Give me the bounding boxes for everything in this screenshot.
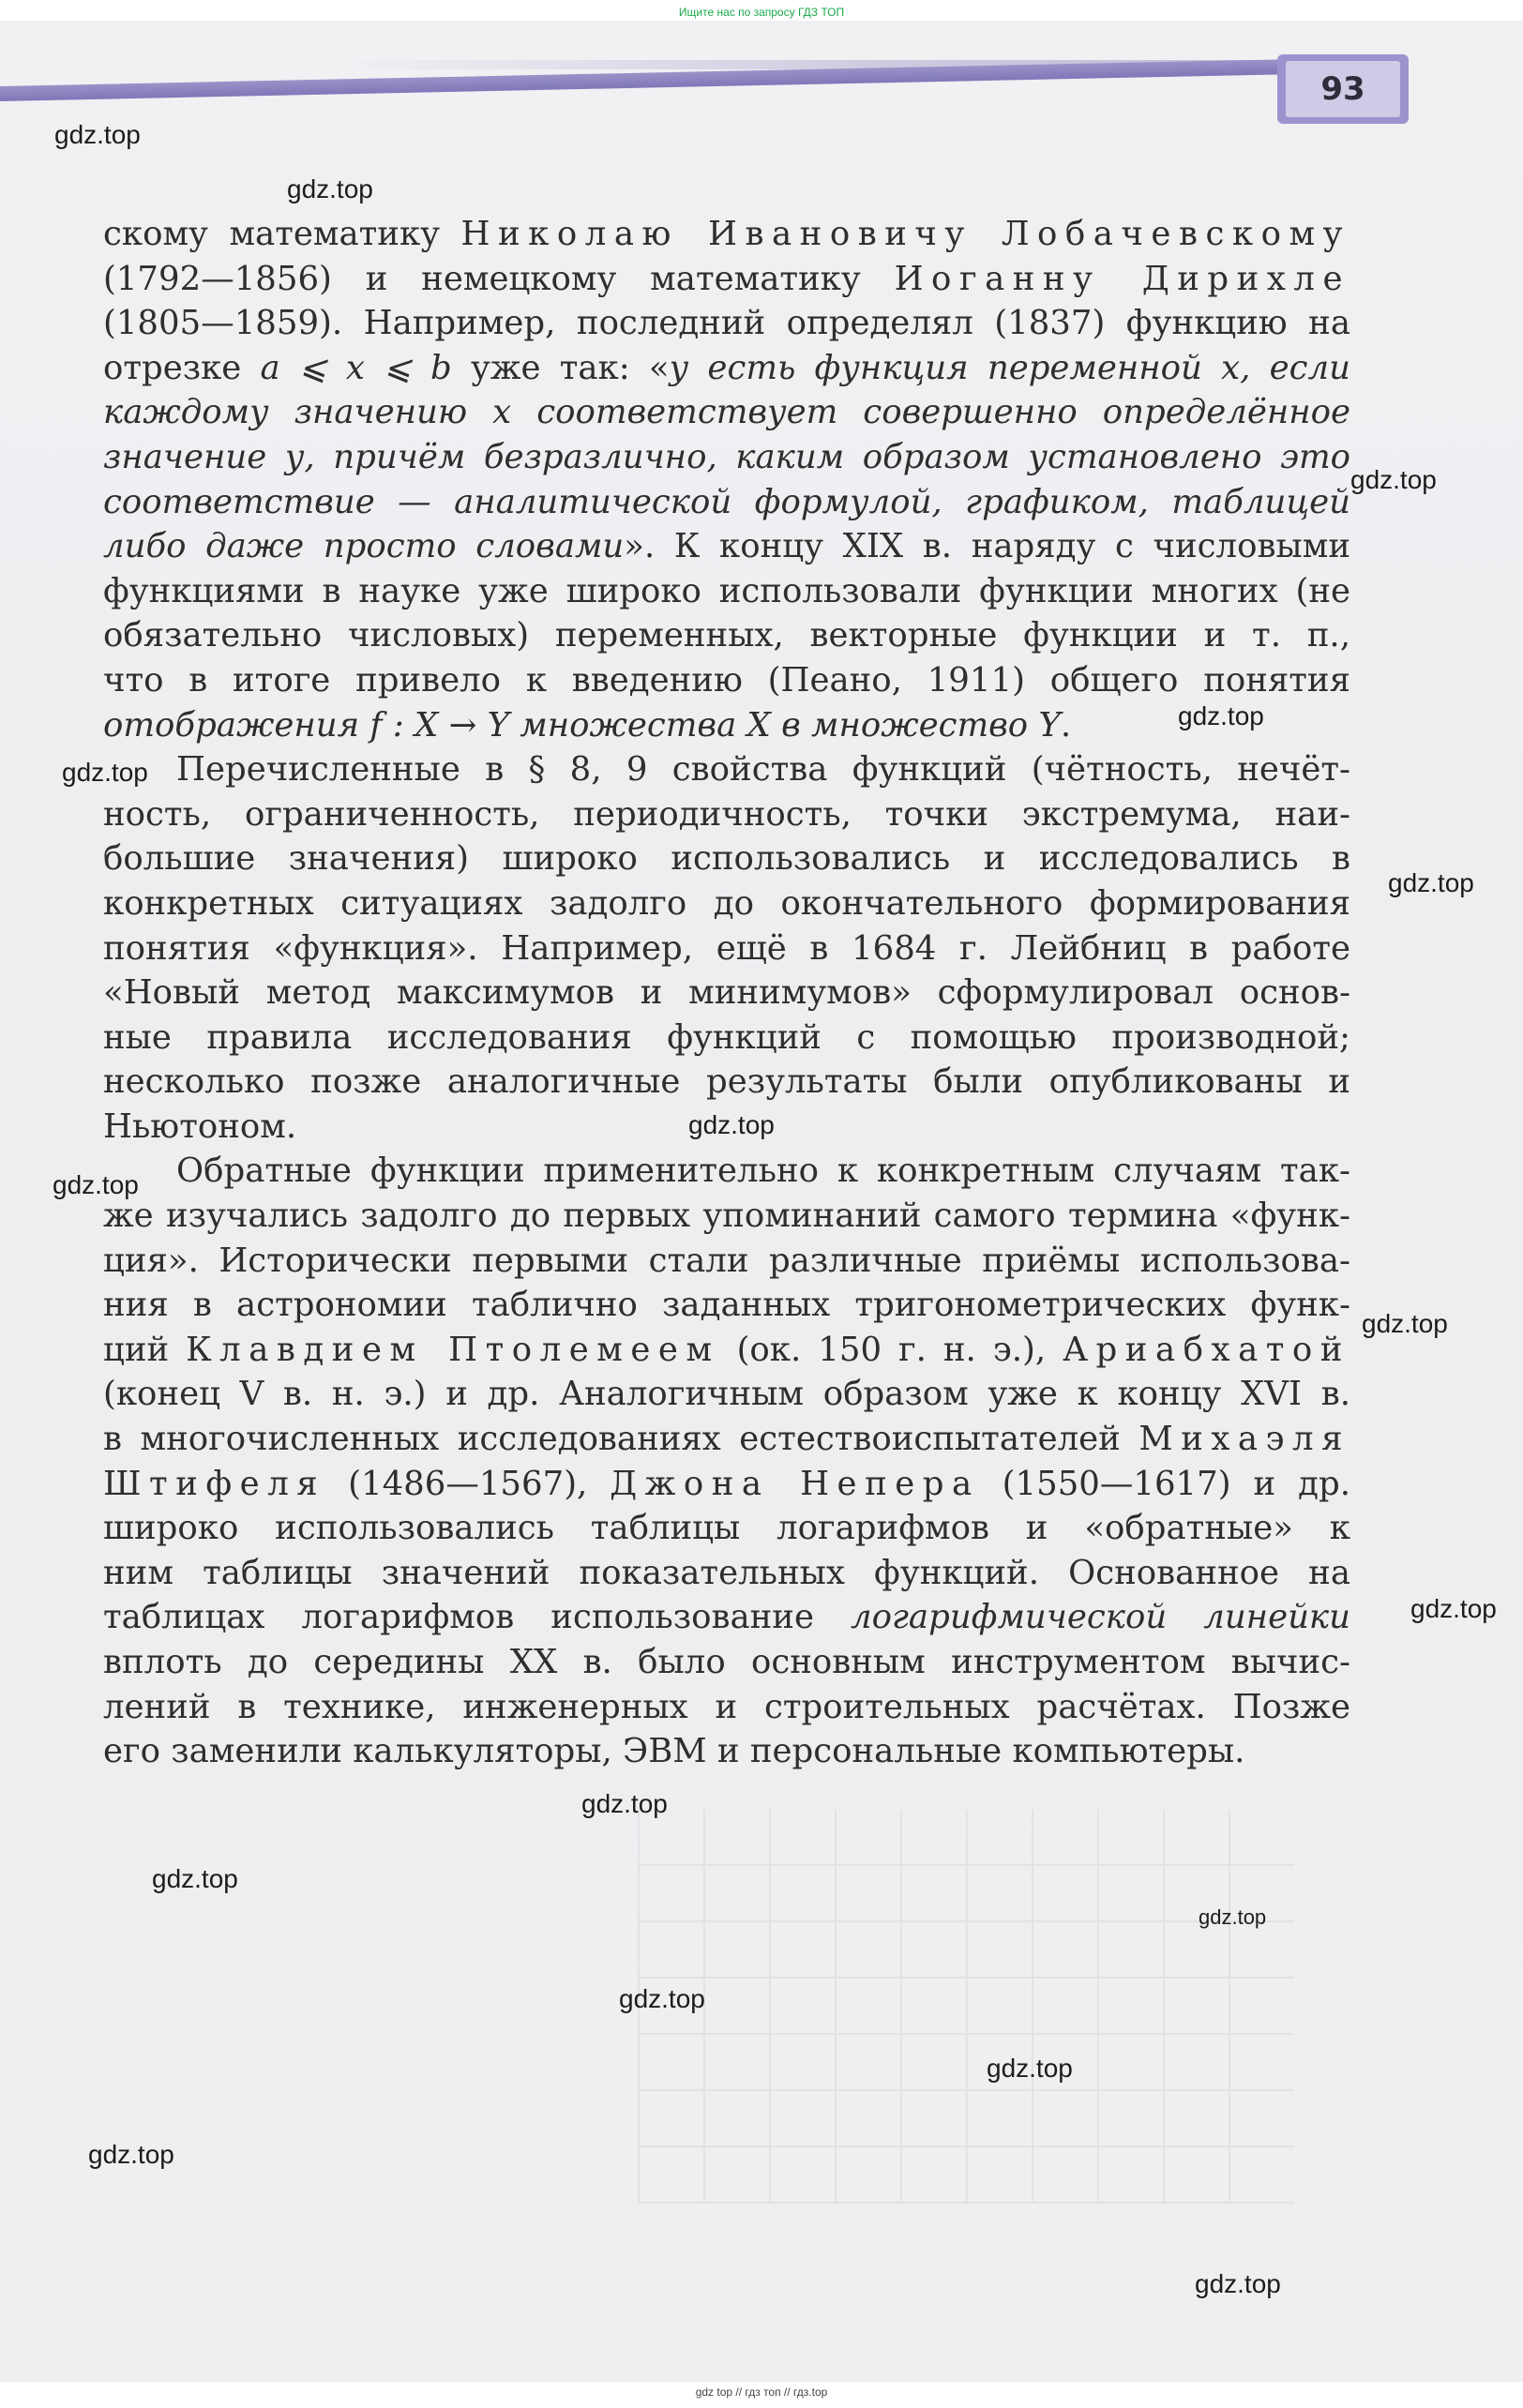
- text-run: логарифмической линейки: [851, 1598, 1350, 1637]
- watermark: gdz.top: [1195, 2269, 1281, 2298]
- watermark: gdz.top: [1362, 1309, 1448, 1338]
- body-text: [103, 212, 1350, 1774]
- watermark: gdz.top: [1199, 1905, 1267, 1929]
- text-run: Ньютоном.: [103, 1106, 297, 1146]
- paragraph-3: [103, 1149, 1350, 1773]
- watermark: gdz.top: [581, 1789, 668, 1818]
- text-line: [103, 1239, 1350, 1284]
- text-line: [103, 1149, 1350, 1194]
- text-run: значение у, причём безразлично, каким образом установлено это: [103, 437, 1350, 476]
- text-run: Штифеля: [103, 1464, 326, 1503]
- text-run: его заменили калькуляторы, ЭВМ и персональные компьютеры.: [103, 1732, 1245, 1771]
- text-run: большие значения) широко использовались и исследовались в: [103, 839, 1350, 879]
- watermark: gdz.top: [88, 2140, 174, 2169]
- text-line: [103, 301, 1350, 346]
- text-line: [103, 1194, 1350, 1239]
- text-run: (конец V в. н. э.) и др. Аналогичным образом уже к концу XVI в.: [103, 1375, 1350, 1414]
- text-line: [103, 1372, 1350, 1417]
- text-line: [103, 524, 1350, 569]
- text-run: ные правила исследования функций с помощью производной;: [103, 1017, 1350, 1057]
- text-run: Иоганну Дирихле: [894, 259, 1350, 298]
- text-line: [103, 212, 1350, 257]
- text-line: [103, 792, 1350, 837]
- text-run: (ок. 150 г. н. э.),: [719, 1330, 1063, 1369]
- text-run: ». К концу XIX в. наряду с числовыми: [624, 527, 1350, 566]
- bleed-through-figure: [638, 1810, 1294, 2204]
- text-line: [103, 390, 1350, 435]
- text-line: [103, 1640, 1350, 1685]
- text-run: же изучались задолго до первых упоминаний самого термина «функ-: [103, 1196, 1350, 1236]
- text-line: [103, 1016, 1350, 1061]
- watermark: gdz.top: [688, 1110, 775, 1139]
- watermark: gdz.top: [287, 174, 373, 203]
- text-line: [103, 1506, 1350, 1551]
- text-line: [103, 1060, 1350, 1105]
- text-run: конкретных ситуациях задолго до окончательного формирования: [103, 883, 1350, 923]
- top-banner[interactable]: Ищите нас по запросу ГДЗ ТОП: [678, 6, 845, 19]
- text-run: отображения f : X → Y множества X в множество Y: [103, 705, 1061, 745]
- text-run: таблицах логарифмов использование: [103, 1598, 852, 1637]
- text-line: [103, 1417, 1350, 1462]
- watermark: gdz.top: [62, 758, 148, 787]
- text-line: [103, 658, 1350, 703]
- text-run: ним таблицы значений показательных функций. Основанное на: [103, 1553, 1350, 1592]
- text-line: [103, 703, 1350, 748]
- text-run: a ⩽ x ⩽ b: [260, 348, 452, 387]
- text-line: [103, 569, 1350, 614]
- text-run: широко использовались таблицы логарифмов и «обратные» к: [103, 1509, 1350, 1548]
- text-run: в многочисленных исследованиях естествоиспытателей: [103, 1420, 1139, 1459]
- paragraph-1: [103, 212, 1350, 747]
- watermark: gdz.top: [1178, 701, 1264, 730]
- text-run: лений в технике, инженерных и строительных расчётах. Позже: [103, 1687, 1350, 1726]
- text-run: несколько позже аналогичные результаты были опубликованы и: [103, 1062, 1350, 1102]
- paragraph-2: [103, 747, 1350, 1149]
- text-run: (1486—1567),: [325, 1464, 611, 1503]
- text-line: [103, 1729, 1350, 1774]
- text-line: [103, 926, 1350, 971]
- watermark: gdz.top: [987, 2054, 1073, 2083]
- text-run: Клавдием Птолемеем: [186, 1330, 720, 1369]
- text-run: Михаэля: [1138, 1420, 1350, 1459]
- text-line: [103, 346, 1350, 391]
- watermark: gdz.top: [53, 1170, 139, 1199]
- text-line: [103, 747, 1350, 792]
- text-run: вплоть до середины XX в. было основным инструментом вычис-: [103, 1643, 1350, 1681]
- watermark: gdz.top: [1388, 868, 1474, 897]
- text-run: уже так: «: [451, 348, 670, 387]
- text-run: что в итоге привело к введению (Пеано, 1911) общего понятия: [103, 660, 1350, 700]
- text-run: Перечисленные в § 8, 9 свойства функций (чётность, нечёт-: [176, 750, 1350, 790]
- text-run: Ариабхатой: [1063, 1330, 1350, 1369]
- text-run: обязательно числовых) переменных, векторные функции и т. п.,: [103, 616, 1350, 655]
- text-run: (1792—1856) и немецкому математику: [103, 259, 895, 298]
- text-line: [103, 613, 1350, 658]
- text-line: [103, 881, 1350, 926]
- text-run: соответствие — аналитической формулой, графиком, таблицей: [103, 482, 1350, 521]
- text-run: «Новый метод максимумов и минимумов» сформулировал основ-: [103, 973, 1350, 1013]
- text-run: (1550—1617) и др.: [979, 1464, 1350, 1503]
- text-run: понятия «функция». Например, ещё в 1684 г. Лейбниц в работе: [103, 928, 1350, 968]
- text-run: функциями в науке уже широко использовали функции многих (не: [103, 571, 1350, 610]
- text-line: [103, 971, 1350, 1016]
- text-run: ния в астрономии таблично заданных тригонометрических функ-: [103, 1286, 1350, 1325]
- watermark: gdz.top: [54, 120, 141, 149]
- text-run: скому математику: [103, 215, 461, 253]
- text-line: [103, 1685, 1350, 1730]
- text-run: Николаю Ивановичу Лобачевскому: [460, 215, 1350, 253]
- text-run: ция». Исторически первыми стали различные приёмы использова-: [103, 1241, 1350, 1280]
- text-line: [103, 257, 1350, 302]
- text-run: Джона Непера: [610, 1464, 980, 1503]
- text-line: [103, 1595, 1350, 1640]
- bottom-banner: gdz top // гдз топ // гдз.top: [695, 2385, 828, 2399]
- text-line: [103, 1283, 1350, 1328]
- text-run: каждому значению x соответствует совершенно определённое: [103, 393, 1350, 432]
- watermark: gdz.top: [152, 1864, 238, 1893]
- text-line: [103, 480, 1350, 525]
- watermark: gdz.top: [1350, 465, 1437, 494]
- text-line: [103, 1328, 1350, 1373]
- text-run: отрезке: [103, 348, 261, 387]
- text-run: ность, ограниченность, периодичность, точки экстремума, наи-: [103, 794, 1350, 834]
- text-run: либо даже просто словами: [103, 527, 625, 566]
- text-run: .: [1060, 705, 1072, 745]
- page-number-badge: [1277, 54, 1409, 124]
- text-line: [103, 1462, 1350, 1507]
- page-number: 93: [1286, 61, 1400, 117]
- text-run: ций: [103, 1330, 187, 1369]
- text-run: Обратные функции применительно к конкретным случаям так-: [176, 1151, 1350, 1191]
- text-line: [103, 1551, 1350, 1596]
- watermark: gdz.top: [1410, 1594, 1497, 1623]
- text-run: у есть функция переменной x, если: [669, 348, 1350, 387]
- watermark: gdz.top: [619, 1984, 705, 2013]
- text-run: (1805—1859). Например, последний определял (1837) функцию на: [103, 304, 1350, 343]
- text-line: [103, 435, 1350, 480]
- text-line: [103, 836, 1350, 881]
